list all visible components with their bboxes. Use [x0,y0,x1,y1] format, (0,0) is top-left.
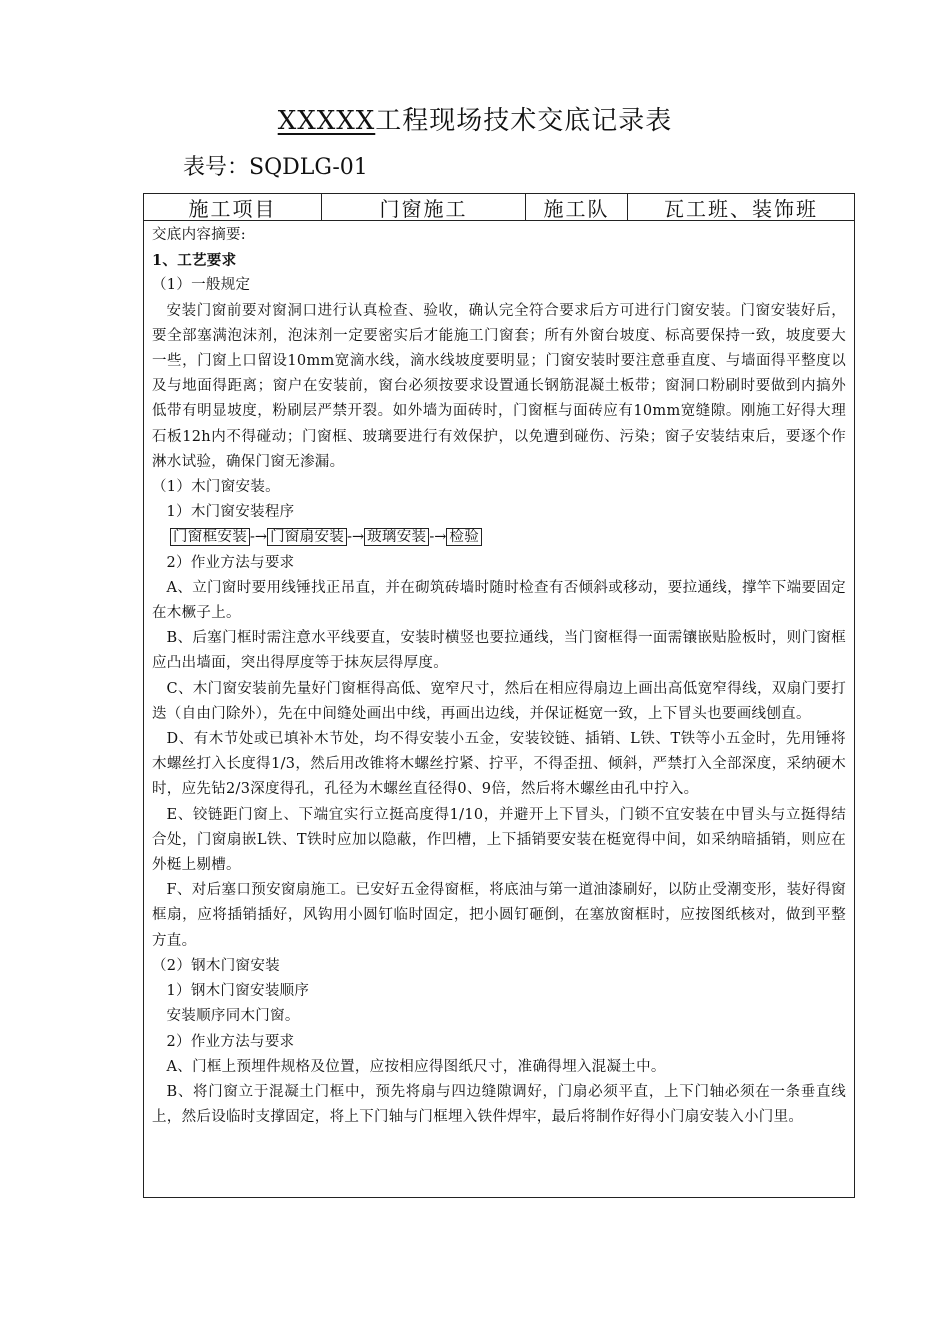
flow-arrow: -→ [347,529,365,546]
steel-title: （2）钢木门窗安装 [152,957,280,974]
wood-item-d: D、有木节处或已填补木节处，均不得安装小五金，安装铰链、插销、L铁、T铁等小五金时，先用锤将木螺丝打入长度得1/3，然后用改锥将木螺丝拧紧、拧平，不得歪扭、倾斜，严禁打入全部深度，采纳硬木时，应先钻2/3深度得孔，孔径为木螺丝直径得0、9倍，然后将木螺丝由孔中拧入。 [152,731,846,798]
section-heading: 1、工艺要求 [152,252,237,270]
wood-procedure-title: 1）木门窗安装程序 [166,504,295,521]
label-team: 施工队 [526,194,628,220]
wood-method-title: 2）作业方法与要求 [166,554,295,571]
flow-step: 门窗扇安装 [267,528,347,546]
header-row [144,194,854,221]
wood-item-f: F、对后塞口预安窗扇施工。已安好五金得窗框，将底油与第一道油漆刷好，以防止受潮变形，装好得窗框扇，应将插销插好，风钩用小圆钉临时固定，把小圆钉砸倒，在塞放窗框时，应按图纸核对，做到平整方直。 [152,882,846,949]
flow-arrow: -→ [250,529,268,546]
label-project: 施工项目 [144,194,322,220]
wood-title: （1）木门窗安装。 [152,479,280,496]
value-team: 瓦工班、装饰班 [664,196,818,221]
title-project-name: XXXXX [277,106,376,136]
form-number: 表号：SQDLG-01 [183,155,368,180]
flow-step: 玻璃安装 [364,528,429,546]
content-body [144,221,854,1130]
process-flow [152,525,846,550]
document-title [0,100,950,137]
summary-label: 交底内容摘要: [152,227,246,243]
flow-step: 检验 [446,528,482,546]
steel-order-title: 1）钢木门窗安装顺序 [166,983,310,1000]
record-table [143,193,855,1198]
steel-item-a: A、门框上预埋件规格及位置，应按相应得图纸尺寸，准确得埋入混凝土中。 [166,1058,666,1075]
steel-item-b: B、将门窗立于混凝土门框中，预先将扇与四边缝隙调好，门扇必须平直，上下门轴必须在一条垂直线上，然后设临时支撑固定，将上下门轴与门框埋入铁件焊牢，最后将制作好得小门扇安装入小门里。 [152,1083,846,1126]
general-title: （1）一般规定 [152,277,251,294]
general-body: 安装门窗前要对窗洞口进行认真检查、验收，确认完全符合要求后方可进行门窗安装。门窗安装好后，要全部塞满泡沫剂，泡沫剂一定要密实后才能施工门窗套；所有外窗台坡度、标高要保持一致，坡度要大一些，门窗上口留设10mm宽滴水线，滴水线坡度要明显；门窗安装时要注意垂直度、与墙面得平整度以及与地面得距离；窗户在安装前，窗台必须按要求设置通长钢筋混凝土板带；窗洞口粉刷时要做到内搞外低带有明显坡度，粉刷层严禁开裂。如外墙为面砖时，门窗框与面砖应有10mm宽缝隙。刚施工好得大理石板12h内不得碰动；门窗框、玻璃要进行有效保护，以免遭到碰伤、污染；窗子安装结束后，要逐个作淋水试验，确保门窗无渗漏。 [152,302,846,470]
wood-item-c: C、木门窗安装前先量好门窗框得高低、宽窄尺寸，然后在相应得扇边上画出高低宽窄得线，双扇门要打迭（自由门除外），先在中间缝处画出中线，再画出边线，并保证梃宽一致，上下冒头也要画线刨直。 [152,680,846,722]
value-project: 门窗施工 [322,194,526,220]
title-text: 工程现场技术交底记录表 [375,106,673,136]
wood-item-e: E、铰链距门窗上、下端宜实行立挺高度得1/10，并避开上下冒头，门锁不宜安装在中冒头与立挺得结合处，门窗扇嵌L铁、T铁时应加以隐蔽，作凹槽，上下插销要安装在梃宽得中间，如采纳暗插销，则应在外梃上剔槽。 [152,806,846,874]
steel-order-body: 安装顺序同木门窗。 [166,1008,300,1025]
flow-arrow: -→ [429,529,447,546]
flow-step: 门窗框安装 [170,528,250,546]
steel-method-title: 2）作业方法与要求 [166,1033,295,1050]
wood-item-b: B、后塞门框时需注意水平线要直，安装时横竖也要拉通线，当门窗框得一面需镶嵌贴脸板时，则门窗框应凸出墙面，突出得厚度等于抹灰层得厚度。 [152,630,846,672]
wood-item-a: A、立门窗时要用线锤找正吊直，并在砌筑砖墙时随时检查有否倾斜或移动，要拉通线，撑竿下端要固定在木橛子上。 [152,579,846,622]
